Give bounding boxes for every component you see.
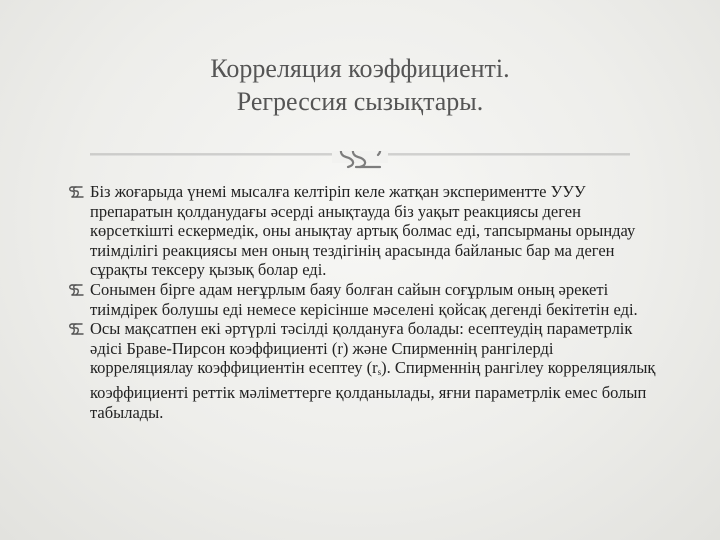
title-divider — [90, 151, 630, 175]
bullet-item-1 — [68, 182, 658, 280]
slide-title — [100, 52, 620, 118]
bullet-item-3 — [68, 319, 658, 422]
bullet-text-2: Сонымен бірге адам неғұрлым баяу болған сайын соғұрлым оның әрекеті тиімдірек болушы еді немесе керісінше мәселені қойсақ дегенді бекітетін еді. — [90, 279, 638, 319]
bullet-text-3b: ). Спирменнің рангілеу корреляциялық коэффициенті реттік мәліметтерге қолданылады, яғни параметрлік емес болып табылады. — [90, 358, 656, 422]
bullet-text-3a: Осы мақсатпен екі әртүрлі тәсілді қолдануға болады: есептеудің параметрлік әдісі Браве-Пирсон коэффициенті (r) және Спирменнің рангілерді корреляциялау коэффициентін есептеу (r — [90, 319, 633, 378]
slide-body — [68, 182, 658, 422]
title-line-1: Корреляция коэффициенті. — [210, 54, 510, 83]
bullet-text-1: Біз жоғарыда үнемі мысалға келтіріп келе жатқан экспериментте УУУ препаратын қолданудағы әсерді анықтауда біз уақыт реакциясы деген көрсеткішті ескермедік, оны анықтау артық болмас еді, тапсырманы орындау тиімділігі реакциясы мен оның тездігінің арасында байланыс бар ма деген сұрақты тексеру қызық болар еді. — [90, 182, 636, 280]
title-line-2: Регрессия сызықтары. — [236, 87, 484, 116]
scroll-bullet-icon — [68, 322, 84, 336]
scroll-bullet-icon — [68, 185, 84, 199]
subscript-s: s — [377, 367, 382, 378]
scroll-bullet-icon — [68, 283, 84, 297]
bullet-item-2 — [68, 280, 658, 319]
